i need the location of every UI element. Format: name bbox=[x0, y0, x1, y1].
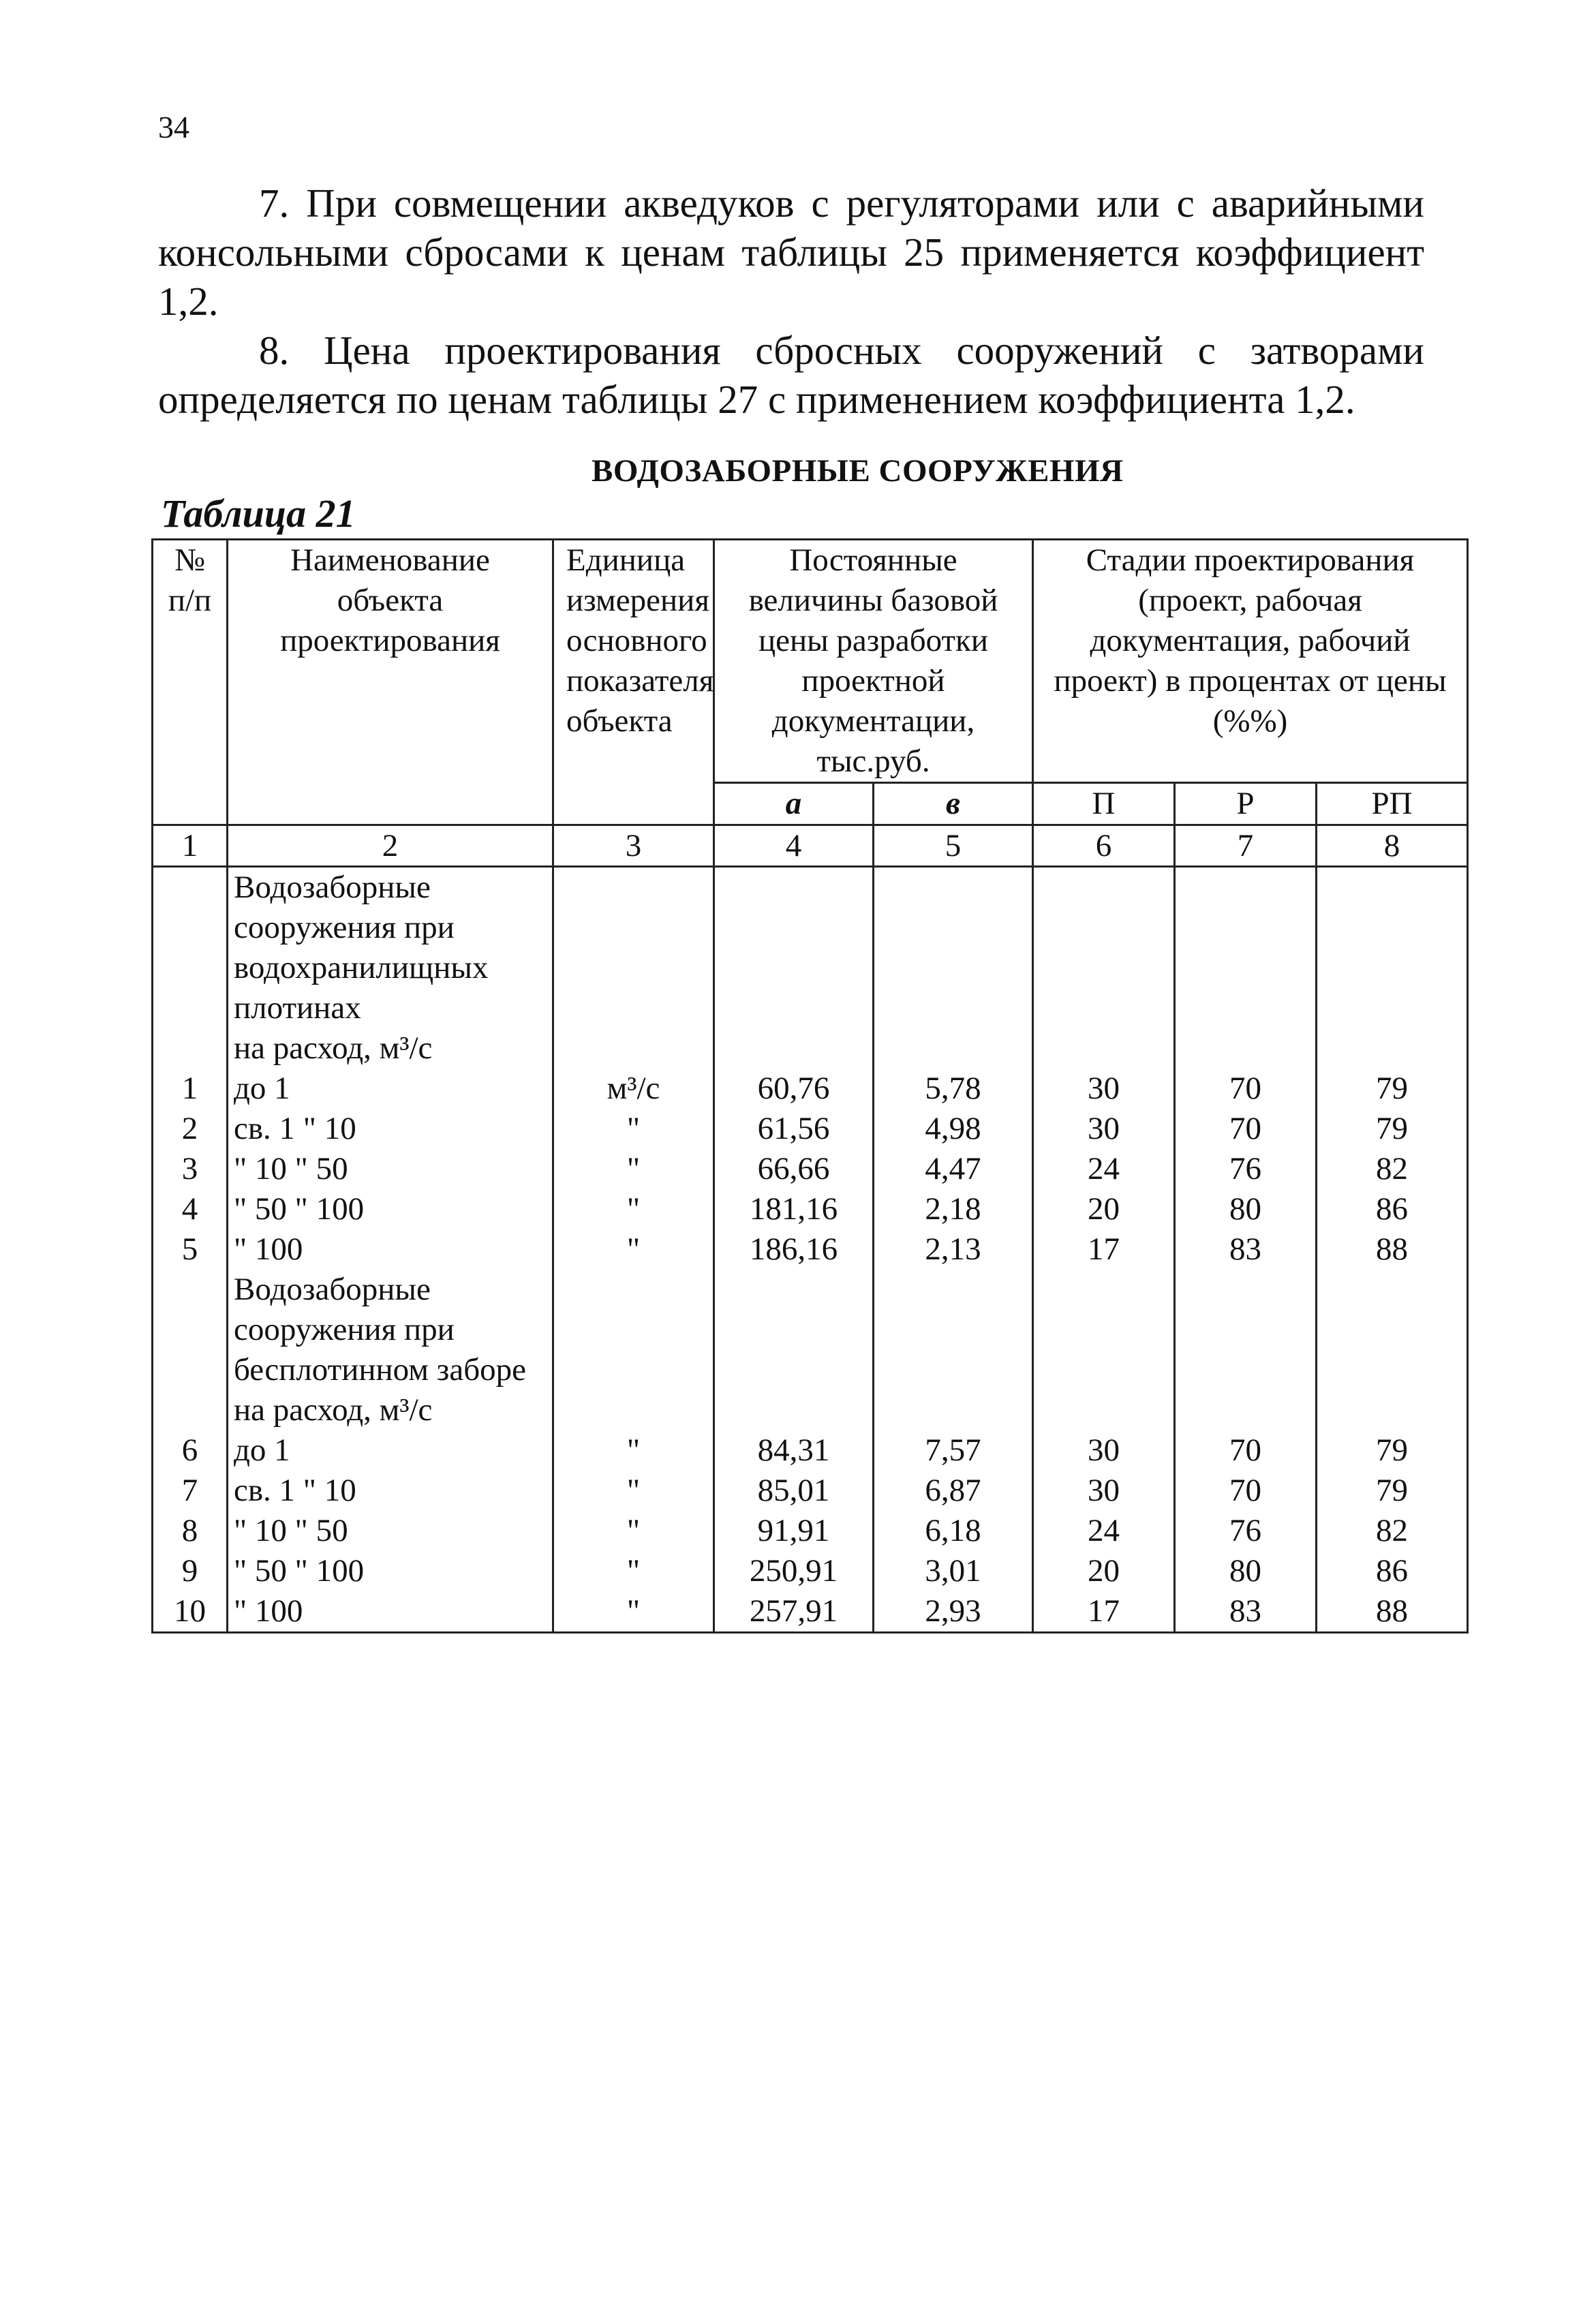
cell-rp: 86 bbox=[1317, 1189, 1468, 1229]
cell-rp: 82 bbox=[1317, 1511, 1468, 1551]
empty-cell bbox=[714, 1270, 874, 1430]
column-numbers-row bbox=[153, 825, 1468, 867]
header-rp: РП bbox=[1317, 783, 1468, 825]
cell-p: 17 bbox=[1033, 1229, 1175, 1270]
cell-p: 30 bbox=[1033, 1109, 1175, 1149]
cell-rp: 86 bbox=[1317, 1551, 1468, 1591]
cell-name: до 1 bbox=[228, 1069, 553, 1109]
section-title: ВОДОЗАБОРНЫЕ СООРУЖЕНИЯ bbox=[592, 453, 1124, 489]
cell-b: 2,93 bbox=[874, 1591, 1033, 1633]
table-row bbox=[153, 1069, 1468, 1109]
cell-num: 2 bbox=[153, 1109, 228, 1149]
header-r: Р bbox=[1175, 783, 1317, 825]
group-title: Водозаборные сооружения при водохранилищных плотинах bbox=[234, 870, 489, 1026]
cell-rp: 88 bbox=[1317, 1229, 1468, 1270]
column-number: 5 bbox=[874, 825, 1033, 867]
column-number: 8 bbox=[1317, 825, 1468, 867]
cell-name: " 50 " 100 bbox=[228, 1551, 553, 1591]
cell-b: 5,78 bbox=[874, 1069, 1033, 1109]
cell-num: 1 bbox=[153, 1069, 228, 1109]
cell-p: 30 bbox=[1033, 1069, 1175, 1109]
empty-cell bbox=[714, 867, 874, 1069]
cell-a: 186,16 bbox=[714, 1229, 874, 1270]
header-name: Наименование объекта проектирования bbox=[228, 540, 553, 825]
table-label: Таблица 21 bbox=[161, 491, 356, 536]
cell-num: 3 bbox=[153, 1149, 228, 1189]
header-num: № п/п bbox=[153, 540, 228, 825]
cell-unit: " bbox=[553, 1189, 714, 1229]
cell-r: 70 bbox=[1175, 1430, 1317, 1471]
paragraph-8: 8. Цена проектирования сбросных сооружений с затворами определяется по ценам таблицы 27 с применением коэффициента 1,2. bbox=[158, 328, 1424, 422]
table-row bbox=[153, 1149, 1468, 1189]
cell-p: 20 bbox=[1033, 1551, 1175, 1591]
table-row bbox=[153, 1591, 1468, 1633]
cell-b: 4,47 bbox=[874, 1149, 1033, 1189]
cell-unit: " bbox=[553, 1430, 714, 1471]
cell-b: 7,57 bbox=[874, 1430, 1033, 1471]
empty-cell bbox=[153, 867, 228, 1069]
cell-r: 76 bbox=[1175, 1511, 1317, 1551]
empty-cell bbox=[1033, 867, 1175, 1069]
empty-cell bbox=[1175, 1270, 1317, 1430]
table-row bbox=[153, 1109, 1468, 1149]
cell-num: 6 bbox=[153, 1430, 228, 1471]
cell-r: 70 bbox=[1175, 1069, 1317, 1109]
cell-unit: " bbox=[553, 1149, 714, 1189]
empty-cell bbox=[874, 867, 1033, 1069]
empty-cell bbox=[1317, 867, 1468, 1069]
column-number: 1 bbox=[153, 825, 228, 867]
table-row bbox=[153, 1229, 1468, 1270]
cell-b: 4,98 bbox=[874, 1109, 1033, 1149]
cell-unit: " bbox=[553, 1591, 714, 1633]
cell-name: " 50 " 100 bbox=[228, 1189, 553, 1229]
cell-p: 30 bbox=[1033, 1430, 1175, 1471]
cell-rp: 79 bbox=[1317, 1069, 1468, 1109]
cell-a: 91,91 bbox=[714, 1511, 874, 1551]
column-number: 3 bbox=[553, 825, 714, 867]
page-number: 34 bbox=[158, 110, 189, 144]
group-title-cell bbox=[228, 1270, 553, 1430]
cell-num: 8 bbox=[153, 1511, 228, 1551]
cell-p: 24 bbox=[1033, 1149, 1175, 1189]
cell-a: 257,91 bbox=[714, 1591, 874, 1633]
cell-p: 24 bbox=[1033, 1511, 1175, 1551]
cell-num: 9 bbox=[153, 1551, 228, 1591]
empty-cell bbox=[874, 1270, 1033, 1430]
header-unit: Единица измерения основного показателя объекта bbox=[553, 540, 714, 825]
cell-unit: " bbox=[553, 1511, 714, 1551]
empty-cell bbox=[1317, 1270, 1468, 1430]
group-subtitle: на расход, м³/с bbox=[234, 1030, 433, 1066]
header-a: а bbox=[714, 783, 874, 825]
cell-a: 61,56 bbox=[714, 1109, 874, 1149]
group-subtitle: на расход, м³/с bbox=[234, 1392, 433, 1428]
header-b: в bbox=[874, 783, 1033, 825]
cell-num: 10 bbox=[153, 1591, 228, 1633]
cell-r: 80 bbox=[1175, 1189, 1317, 1229]
cell-a: 181,16 bbox=[714, 1189, 874, 1229]
cell-unit: " bbox=[553, 1109, 714, 1149]
cell-name: " 10 " 50 bbox=[228, 1149, 553, 1189]
cell-r: 70 bbox=[1175, 1109, 1317, 1149]
table-body bbox=[153, 825, 1468, 1633]
group-header-row bbox=[153, 867, 1468, 1069]
empty-cell bbox=[153, 1270, 228, 1430]
cell-rp: 82 bbox=[1317, 1149, 1468, 1189]
cell-b: 6,18 bbox=[874, 1511, 1033, 1551]
header-p: П bbox=[1033, 783, 1175, 825]
cell-rp: 79 bbox=[1317, 1471, 1468, 1511]
table-row bbox=[153, 1551, 1468, 1591]
cell-b: 2,18 bbox=[874, 1189, 1033, 1229]
cell-r: 83 bbox=[1175, 1591, 1317, 1633]
cell-name: " 100 bbox=[228, 1229, 553, 1270]
cell-b: 3,01 bbox=[874, 1551, 1033, 1591]
empty-cell bbox=[553, 1270, 714, 1430]
column-number: 4 bbox=[714, 825, 874, 867]
cell-name: " 100 bbox=[228, 1591, 553, 1633]
cell-p: 20 bbox=[1033, 1189, 1175, 1229]
cell-name: " 10 " 50 bbox=[228, 1511, 553, 1551]
cell-num: 7 bbox=[153, 1471, 228, 1511]
cell-num: 5 bbox=[153, 1229, 228, 1270]
table-header bbox=[153, 540, 1468, 825]
cell-a: 85,01 bbox=[714, 1471, 874, 1511]
table-row bbox=[153, 1189, 1468, 1229]
price-table bbox=[151, 538, 1469, 1634]
cell-unit: м³/с bbox=[553, 1069, 714, 1109]
cell-unit: " bbox=[553, 1551, 714, 1591]
column-number: 7 bbox=[1175, 825, 1317, 867]
cell-r: 70 bbox=[1175, 1471, 1317, 1511]
column-number: 6 bbox=[1033, 825, 1175, 867]
cell-r: 76 bbox=[1175, 1149, 1317, 1189]
table-row bbox=[153, 1471, 1468, 1511]
cell-a: 66,66 bbox=[714, 1149, 874, 1189]
cell-unit: " bbox=[553, 1471, 714, 1511]
cell-r: 83 bbox=[1175, 1229, 1317, 1270]
empty-cell bbox=[1175, 867, 1317, 1069]
body-text bbox=[158, 179, 1424, 424]
paragraph-7: 7. При совмещении акведуков с регуляторами или с аварийными консольными сбросами к ценам таблицы 25 применяется коэффициент 1,2. bbox=[158, 181, 1424, 324]
group-title-cell bbox=[228, 867, 553, 1069]
empty-cell bbox=[1033, 1270, 1175, 1430]
group-title: Водозаборные сооружения при бесплотинном заборе bbox=[234, 1272, 526, 1387]
column-number: 2 bbox=[228, 825, 553, 867]
table-row bbox=[153, 1511, 1468, 1551]
table-row bbox=[153, 1430, 1468, 1471]
cell-b: 6,87 bbox=[874, 1471, 1033, 1511]
cell-unit: " bbox=[553, 1229, 714, 1270]
header-stages: Стадии проектирования (проект, рабочая документация, рабочий проект) в процентах от цены (%%) bbox=[1033, 540, 1468, 783]
cell-p: 17 bbox=[1033, 1591, 1175, 1633]
cell-num: 4 bbox=[153, 1189, 228, 1229]
cell-name: до 1 bbox=[228, 1430, 553, 1471]
cell-a: 250,91 bbox=[714, 1551, 874, 1591]
cell-rp: 88 bbox=[1317, 1591, 1468, 1633]
cell-a: 84,31 bbox=[714, 1430, 874, 1471]
cell-rp: 79 bbox=[1317, 1430, 1468, 1471]
empty-cell bbox=[553, 867, 714, 1069]
cell-name: св. 1 " 10 bbox=[228, 1109, 553, 1149]
cell-b: 2,13 bbox=[874, 1229, 1033, 1270]
cell-name: св. 1 " 10 bbox=[228, 1471, 553, 1511]
cell-r: 80 bbox=[1175, 1551, 1317, 1591]
cell-rp: 79 bbox=[1317, 1109, 1468, 1149]
group-header-row bbox=[153, 1270, 1468, 1430]
cell-a: 60,76 bbox=[714, 1069, 874, 1109]
header-base-price: Постоянные величины базовой цены разработки проектной документации, тыс.руб. bbox=[714, 540, 1033, 783]
cell-p: 30 bbox=[1033, 1471, 1175, 1511]
